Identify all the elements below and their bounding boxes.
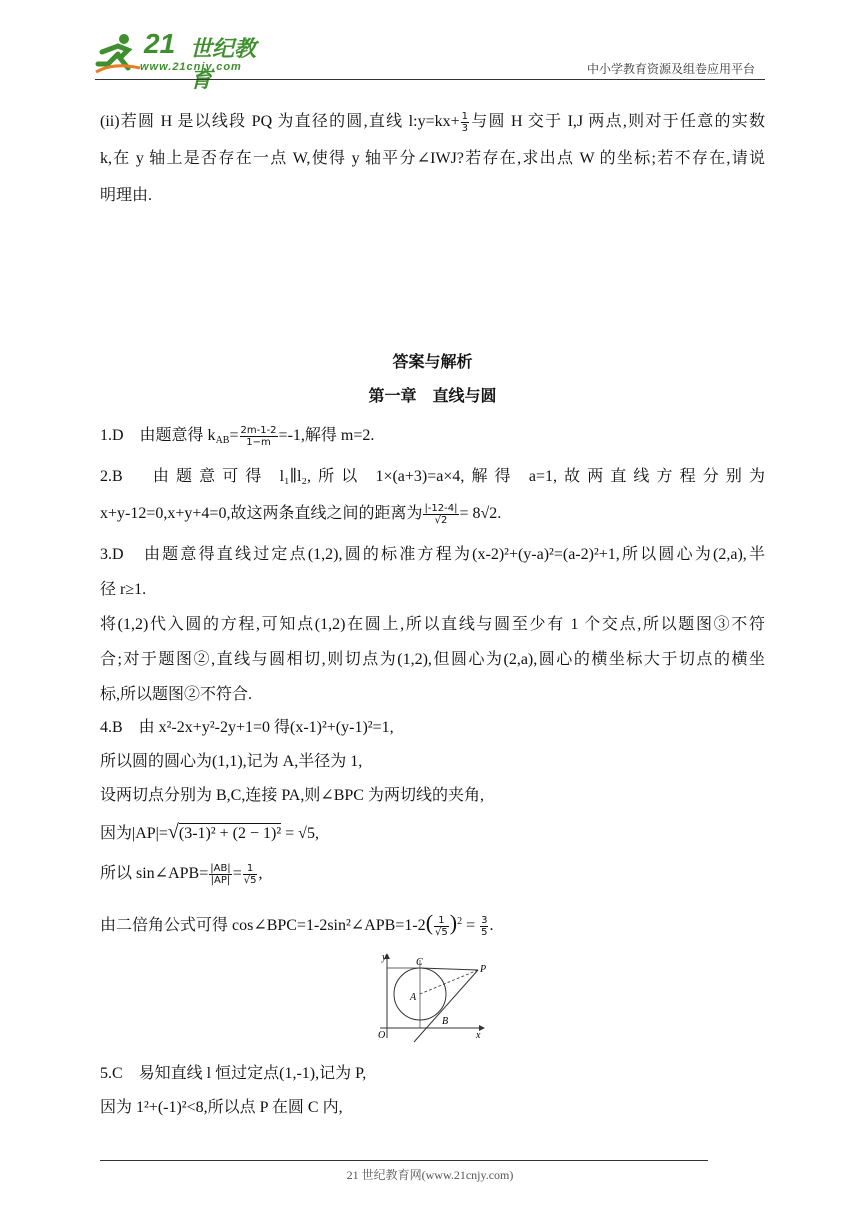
- fraction: $\frac{1}{3}$: [461, 110, 468, 134]
- point-b-label: B: [442, 1016, 449, 1027]
- question-text: 与圆 H 交于 I,J 两点,则对于任意的实数: [470, 113, 765, 130]
- answer-2-line-2: x+y-12=0,x+y+4=0,故这两条直线之间的距离为 $\frac{|-12-4|}{√2}$ = 8√2.: [100, 502, 502, 526]
- answer-4-line-2: 所以圆的圆心为(1,1),记为 A,半径为 1,: [100, 753, 363, 770]
- fraction: $\frac{1}{√5}$: [243, 862, 257, 886]
- x-axis-label: x: [476, 1030, 481, 1041]
- answer-3-line-2: 径 r≥1.: [100, 581, 147, 598]
- fraction: $\frac{3}{5}$: [481, 914, 488, 938]
- answer-3-line-1: 3.D 由题意得直线过定点(1,2),圆的标准方程为(x-2)²+(y-a)²=(a-2)²+1,所以圆心为(2,a),半: [100, 546, 765, 563]
- header-tagline: 中小学教育资源及组卷应用平台: [586, 62, 755, 76]
- footer-text: 21 世纪教育网(www.21cnjy.com): [346, 1168, 514, 1182]
- fraction: $\frac{|AB|}{|AP|}$: [210, 862, 231, 886]
- fraction: $\frac{2m-1-2}{1-m}$: [240, 424, 277, 448]
- question-line-3: 明理由.: [100, 187, 153, 204]
- answer-4-line-6: 由二倍角公式可得 cos∠BPC=1-2sin²∠APB=1-2( $\frac{1}{√5}$ )$^2$ = $\frac{3}{5}$ .: [100, 910, 494, 938]
- fraction: $\frac{|-12-4|}{√2}$: [424, 502, 458, 526]
- geometry-diagram: [370, 950, 500, 1045]
- answer-5-line-1: 5.C 易知直线 l 恒过定点(1,-1),记为 P,: [100, 1065, 367, 1082]
- fraction: $\frac{1}{√5}$: [435, 914, 448, 938]
- answer-4-line-5: 所以 sin∠APB= $\frac{|AB|}{|AP|}$ = $\frac{1}{√5}$ ,: [100, 862, 263, 886]
- point-a-label: A: [410, 992, 417, 1003]
- answer-5-line-2: 因为 1²+(-1)²<8,所以点 P 在圆 C 内,: [100, 1099, 343, 1116]
- runner-logo-icon: [94, 32, 142, 74]
- sqrt-icon: √: [167, 821, 179, 843]
- y-axis-label: y: [382, 952, 387, 963]
- question-text: (ii)若圆 H 是以线段 PQ 为直径的圆,直线 l:y=kx+: [100, 113, 460, 130]
- footer-divider: [100, 1160, 708, 1161]
- answer-1: 1.D 由题意得 $k_{AB}=$ $\frac{2m-1-2}{1-m}$ =-1,解得 m=2.: [100, 424, 375, 448]
- answer-2-line-1: 2.B 由题意可得 l₁∥l₂,所以 1×(a+3)=a×4,解得 a=1,故两直线方程分别为: [100, 468, 765, 485]
- question-line-1: [100, 110, 765, 134]
- answer-3-line-4: 合;对于题图②,直线与圆相切,则切点为(1,2),但圆心为(2,a),圆心的横坐标大于切点的横坐: [100, 651, 765, 668]
- point-c-label: C: [416, 957, 423, 968]
- answer-4-line-1: 4.B 由 x²-2x+y²-2y+1=0 得(x-1)²+(y-1)²=1,: [100, 719, 394, 736]
- logo-text: 世纪教育: [190, 37, 257, 93]
- answer-4-line-4: 因为|AP|=√(3-1)² + (2 − 1)² = √5,: [100, 821, 319, 843]
- question-line-2: k,在 y 轴上是否存在一点 W,使得 y 轴平分∠IWJ?若存在,求出点 W 的坐标;若不存在,请说: [100, 150, 765, 167]
- answers-title: 答案与解析: [392, 352, 473, 371]
- tangent-circle-figure: [370, 950, 500, 1045]
- answer-4-line-3: 设两切点分别为 B,C,连接 PA,则∠BPC 为两切线的夹角,: [100, 787, 484, 804]
- point-p-label: P: [480, 964, 487, 975]
- answer-3-line-5: 标,所以题图②不符合.: [100, 686, 253, 703]
- site-logo: [94, 28, 274, 93]
- origin-label: O: [378, 1030, 386, 1041]
- logo-number: 21: [144, 28, 176, 59]
- answer-3-line-3: 将(1,2)代入圆的方程,可知点(1,2)在圆上,所以直线与圆至少有 1 个交点,所以题图③不符: [100, 616, 765, 633]
- header-divider: [95, 79, 765, 80]
- logo-url: www.21cnjy.com: [140, 61, 242, 73]
- chapter-title: 第一章 直线与圆: [368, 386, 497, 405]
